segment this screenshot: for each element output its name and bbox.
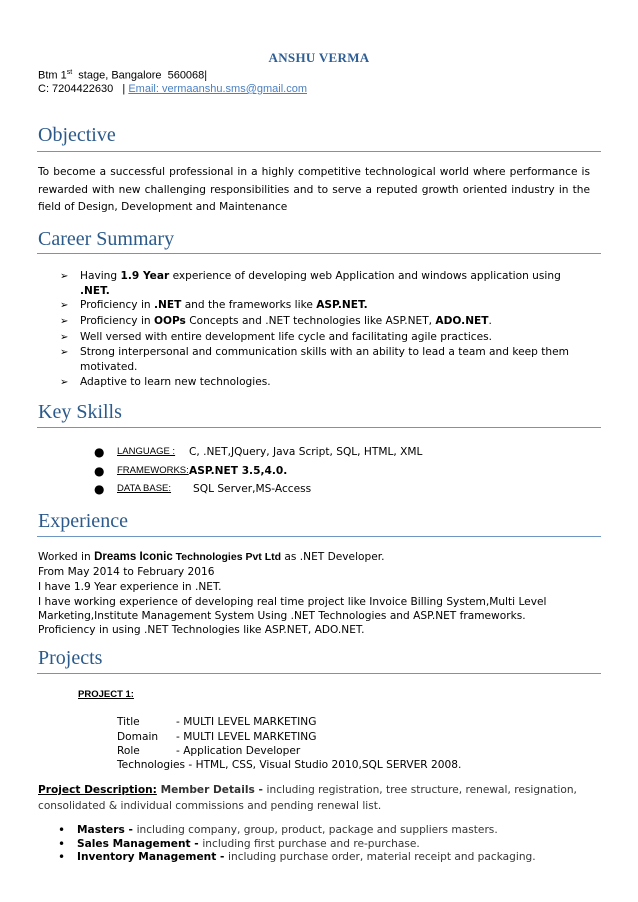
arrow-bullet-icon: ➢ [60,300,69,311]
arrow-bullet-icon: ➢ [60,377,69,388]
experience-line: From May 2014 to February 2016 [38,566,215,578]
arrow-bullet-icon: ➢ [60,332,69,343]
summary-text: and the frameworks like [181,299,317,311]
project-field-value: - MULTI LEVEL MARKETING [176,716,317,728]
project-field-key: Role [117,745,140,757]
bullet-icon: ● [94,464,105,478]
summary-text: Adaptive to learn new technologies. [80,376,271,388]
experience-line: Marketing,Institute Management System Using .NET Technologies and ASP.NET frameworks. [38,610,526,622]
module-name: Sales Management - [77,838,203,850]
summary-bold: .NET. [80,285,110,297]
description-label: Project Description: [38,784,157,796]
experience-text: as .NET Developer. [281,551,385,563]
arrow-bullet-icon: ➢ [60,316,69,327]
experience-line: Proficiency in using .NET Technologies like ASP.NET, ADO.NET. [38,624,365,636]
email-link[interactable]: Email: vermaanshu.sms@gmail.com [128,83,307,95]
bullet-icon: ● [94,482,105,496]
description-text: including registration, tree structure, renewal, resignation, [266,784,577,796]
experience-line: I have 1.9 Year experience in .NET. [38,581,222,593]
address-line [38,69,207,82]
summary-bold: .NET [153,299,182,311]
summary-bold: ADO.NET [435,315,489,327]
summary-text: experience of developing web Application and windows application using [169,270,561,282]
summary-text: Proficiency in [80,315,154,327]
skill-label: LANGUAGE : [117,446,176,457]
project-technologies: Technologies - HTML, CSS, Visual Studio 2010,SQL SERVER 2008. [117,759,462,771]
description-text: consolidated & individual commissions and pending renewal list. [38,800,382,812]
company-name: Technologies Pvt Ltd [172,551,282,563]
project-description [38,782,598,814]
contact-line [38,83,307,95]
project-title: PROJECT 1: [78,689,134,700]
summary-text: Strong interpersonal and communication skills with an ability to lead a team and keep them [80,346,569,358]
summary-text: Concepts and .NET technologies like ASP.NET, [185,315,436,327]
project-field-key: Title [117,716,140,728]
key-skills-heading: Key Skills [38,401,122,423]
summary-bold: 1.9 Year [120,270,170,282]
skill-value: C, .NET,JQuery, Java Script, SQL, HTML, XML [189,446,423,458]
module-name: Inventory Management - [77,851,229,863]
project-field-key: Domain [117,731,159,743]
module-text: including company, group, product, package and suppliers masters. [136,824,498,836]
bullet-icon: ● [94,445,105,459]
experience-rule [37,536,601,537]
summary-text: Well versed with entire development life cycle and facilitating agile practices. [80,331,493,343]
projects-rule [37,673,601,674]
summary-text: motivated. [80,361,138,373]
skill-value: SQL Server,MS-Access [193,483,312,495]
project-field-value: - MULTI LEVEL MARKETING [176,731,317,743]
summary-text: . [488,315,492,327]
experience-line: I have working experience of developing real time project like Invoice Billing System,Multi Level [38,596,547,608]
phone-text: C: 7204422630 | [38,83,129,95]
bullet-icon: • [58,823,66,837]
career-summary-heading: Career Summary [38,228,175,250]
key-skills-rule [37,427,601,428]
bullet-icon: • [58,837,66,851]
skill-value: ASP.NET 3.5,4.0. [189,465,288,477]
address-prefix: Btm 1 [38,69,67,82]
skill-label: DATA BASE: [117,483,172,494]
summary-text: Having [80,270,121,282]
objective-heading: Objective [38,124,116,146]
experience-line [38,551,384,563]
career-summary-rule [37,253,601,254]
module-name: Masters - [77,824,137,836]
arrow-bullet-icon: ➢ [60,271,69,282]
summary-bold: ASP.NET. [316,299,368,311]
experience-heading: Experience [38,510,128,532]
candidate-name: ANSHU VERMA [268,50,370,65]
summary-bold: OOPs [153,315,186,327]
bullet-icon: • [58,850,66,864]
summary-text: Proficiency in [80,299,154,311]
address-suffix: stage, Bangalore 560068| [72,69,208,82]
experience-text: Worked in [38,551,95,563]
objective-rule [37,151,601,152]
arrow-bullet-icon: ➢ [60,347,69,358]
project-field-value: - Application Developer [176,745,301,757]
projects-heading: Projects [38,647,103,669]
skill-label: FRAMEWORKS: [117,465,189,476]
address-sup: st [66,69,73,76]
objective-text: To become a successful professional in a highly competitive technological world where performance is rewarded with new challenging responsibilities and to serve a reputed growth oriented industry in the field of Design, Development and Maintenance [38,166,590,213]
module-text: including purchase order, material receipt and packaging. [228,851,536,863]
module-text: including first purchase and re-purchase. [202,838,420,850]
company-name: Dreams Iconic [94,551,173,563]
description-bold: Member Details - [156,784,267,796]
